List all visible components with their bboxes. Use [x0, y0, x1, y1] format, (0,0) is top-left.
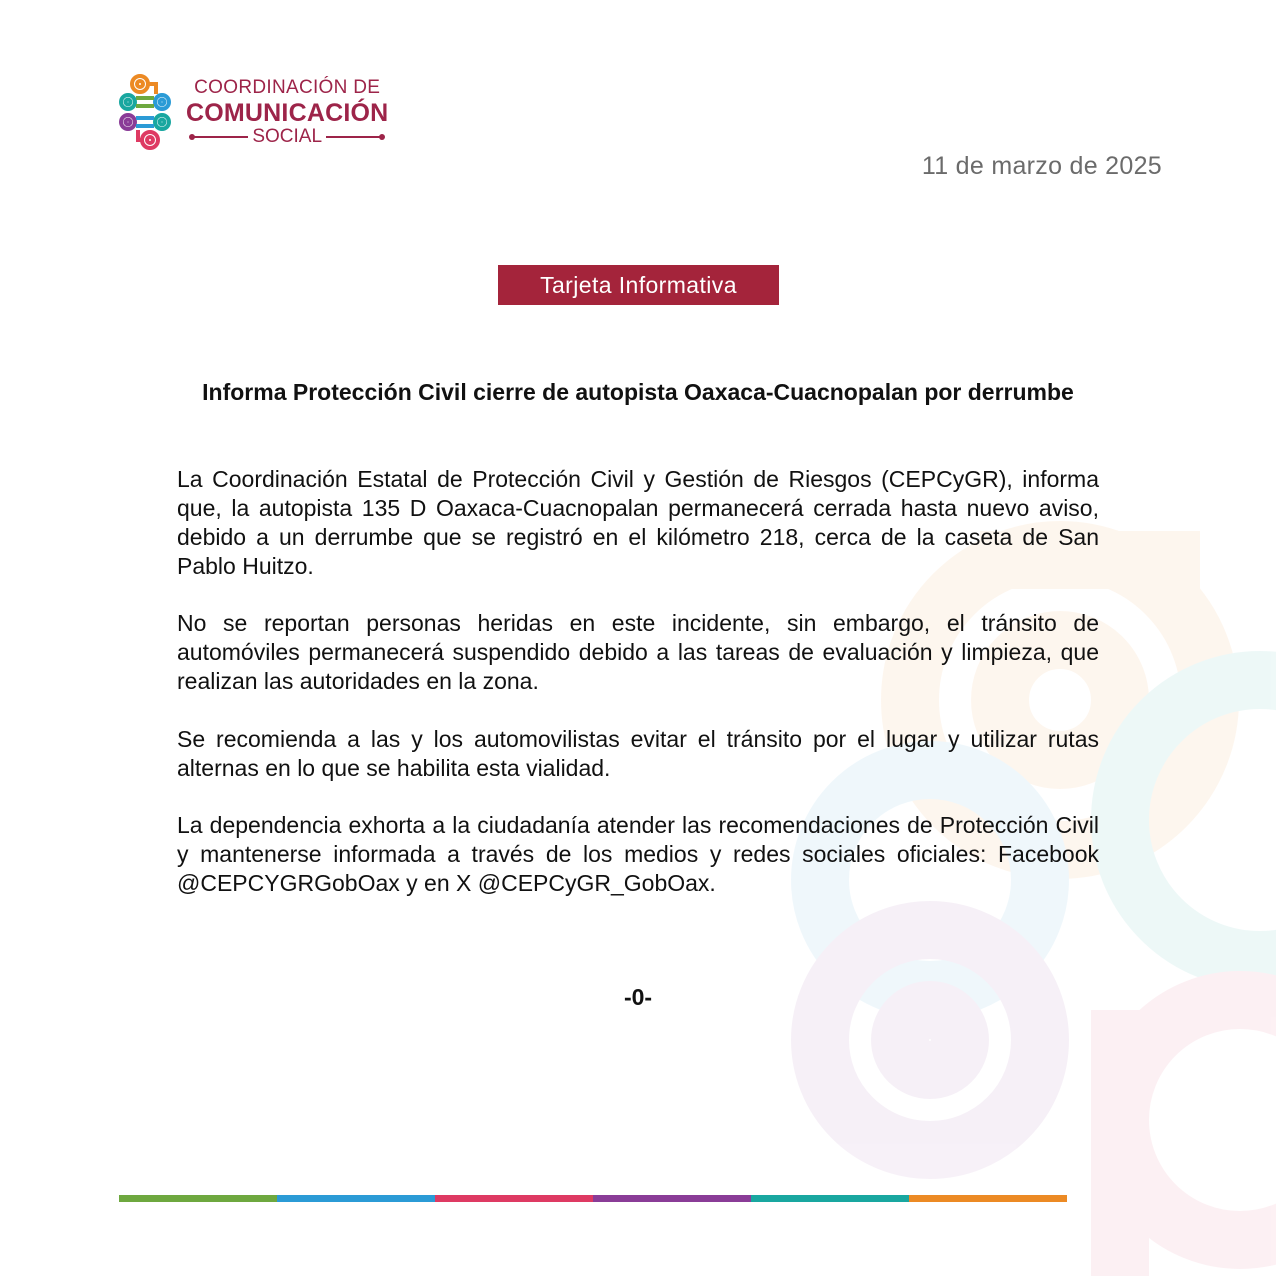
- body-paragraph-2: No se reportan personas heridas en este incidente, sin embargo, el tránsito de automóviles permanecerá suspendido debido a las tareas de evaluación y limpieza, que realizan las autoridades en la zona.: [177, 610, 1099, 694]
- stripe-segment-green: [119, 1195, 277, 1202]
- document-type-badge: Tarjeta Informativa: [498, 265, 779, 305]
- footer-color-stripe: [119, 1195, 1067, 1202]
- logo-rule-left: [192, 136, 248, 138]
- document-title: Informa Protección Civil cierre de autopista Oaxaca-Cuacnopalan por derrumbe: [202, 379, 1074, 405]
- stripe-segment-pink: [435, 1195, 593, 1202]
- logo-line-3-group: [192, 127, 382, 147]
- body-paragraph-4: La dependencia exhorta a la ciudadanía atender las recomendaciones de Protección Civil y mantenerse informada a través de los medios y redes sociales oficiales: Facebook @CEPCYGRGobOax y en X @CEPCyGR_GobOax.: [177, 812, 1099, 896]
- logo-line-3: SOCIAL: [252, 126, 323, 147]
- coordinacion-logo-icon: [116, 72, 176, 152]
- header-logo: [116, 72, 388, 152]
- stripe-segment-teal: [751, 1195, 909, 1202]
- body-paragraph-3: Se recomienda a las y los automovilistas evitar el tránsito por el lugar y utilizar rutas alternas en lo que se habilita esta vialidad.: [177, 726, 1099, 781]
- logo-wordmark: [186, 77, 388, 147]
- end-mark: -0-: [623, 984, 653, 1010]
- document-date: 11 de marzo de 2025: [921, 152, 1162, 180]
- body-paragraph-1: La Coordinación Estatal de Protección Civil y Gestión de Riesgos (CEPCyGR), informa que, la autopista 135 D Oaxaca-Cuacnopalan permanecerá cerrada hasta nuevo aviso, debido a un derrumbe que se registró en el kilómetro 218, cerca de la caseta de San Pablo Huitzo.: [177, 466, 1099, 579]
- logo-rule-right: [326, 136, 382, 138]
- logo-line-2: COMUNICACIÓN: [186, 99, 389, 127]
- stripe-segment-orange: [909, 1195, 1067, 1202]
- stripe-segment-purple: [593, 1195, 751, 1202]
- logo-line-1: COORDINACIÓN DE: [194, 77, 381, 98]
- stripe-segment-blue: [277, 1195, 435, 1202]
